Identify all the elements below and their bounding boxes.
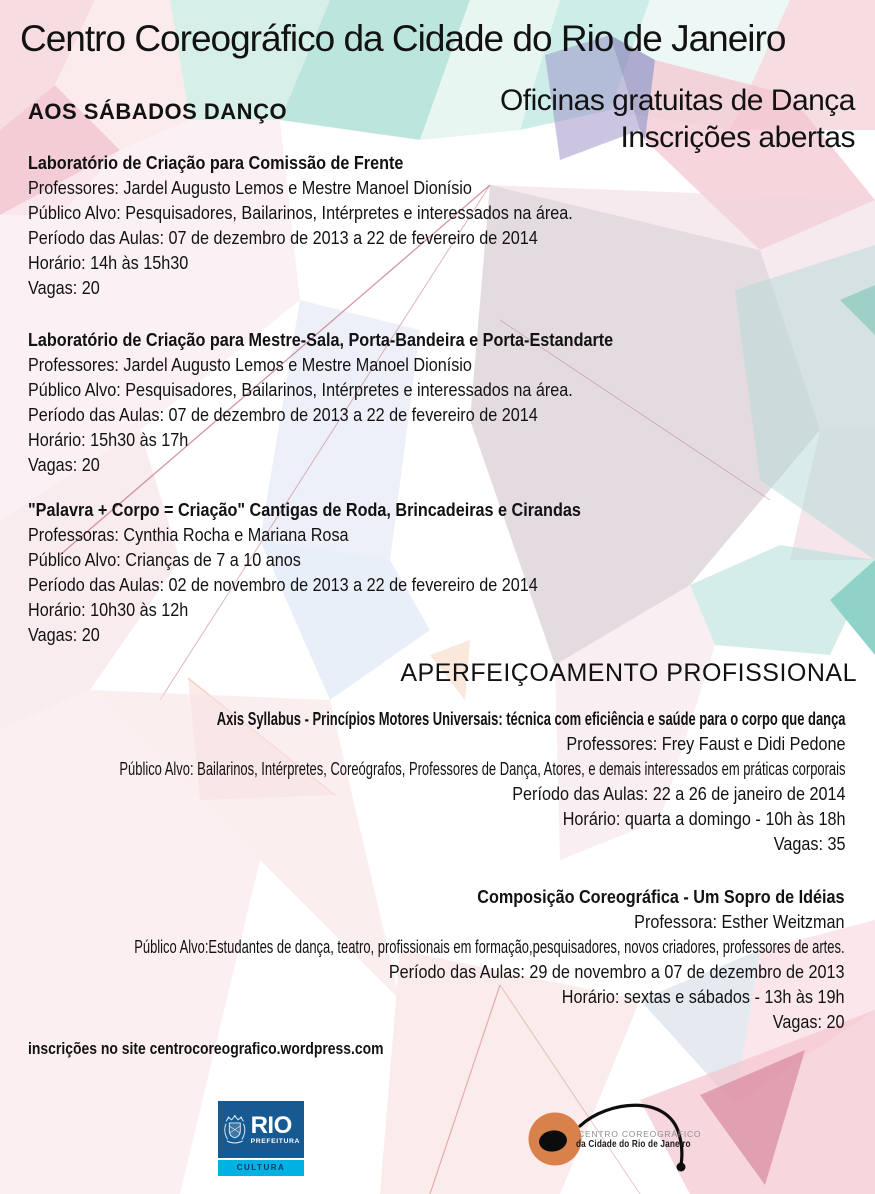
rio-coat-of-arms-icon: [223, 1110, 247, 1150]
workshop-block-comissao-de-frente: [28, 151, 573, 301]
registration-note: inscrições no site centrocoreografico.wordpress.com: [28, 1039, 384, 1058]
workshop-period: Período das Aulas: 29 de novembro a 07 de dezembro de 2013: [389, 962, 845, 982]
rio-prefeitura-label: PREFEITURA: [250, 1137, 300, 1145]
subtitle-oficinas: Oficinas gratuitas de Dança: [499, 84, 855, 117]
workshop-block-axis-syllabus: [0, 707, 845, 857]
workshop-professors: Professores: Jardel Augusto Lemos e Mestre Manoel Dionísio: [28, 178, 472, 198]
workshop-period: Período das Aulas: 02 de novembro de 2013 a 22 de fevereiro de 2014: [28, 575, 538, 595]
workshop-block-composicao-coreografica: [0, 885, 845, 1035]
workshop-block-palavra-corpo: [28, 498, 581, 648]
workshop-audience: Público Alvo: Bailarinos, Intérpretes, Coreógrafos, Professores de Dança, Atores, e demais interessados em práticas corporais: [118, 759, 846, 779]
workshop-schedule: Horário: 15h30 às 17h: [28, 430, 189, 450]
workshop-audience: Público Alvo: Pesquisadores, Bailarinos, Intérpretes e interessados na área.: [28, 203, 573, 223]
workshop-slots: Vagas: 20: [28, 455, 100, 475]
workshop-title: Composição Coreográfica - Um Sopro de Idéias: [477, 887, 845, 907]
workshop-period: Período das Aulas: 22 a 26 de janeiro de 2014: [511, 784, 845, 804]
workshop-slots: Vagas: 20: [773, 1012, 845, 1032]
rio-logo-main: [218, 1101, 304, 1158]
rio-cultura-band: CULTURA: [218, 1160, 304, 1176]
workshop-slots: Vagas: 35: [773, 834, 845, 854]
centro-logo-line2: da Cidade do Rio de Janeiro: [576, 1139, 691, 1150]
workshop-professors: Professoras: Cynthia Rocha e Mariana Rosa: [28, 525, 349, 545]
workshop-period: Período das Aulas: 07 de dezembro de 2013 a 22 de fevereiro de 2014: [28, 405, 538, 425]
workshop-schedule: Horário: quarta a domingo - 10h às 18h: [562, 809, 845, 829]
subtitle-inscricoes-abertas: Inscrições abertas: [620, 121, 855, 154]
rio-prefeitura-logo: [218, 1101, 304, 1176]
workshop-slots: Vagas: 20: [28, 278, 100, 298]
workshop-block-mestre-sala: [28, 328, 613, 478]
section-heading-saturdays: AOS SÁBADOS DANÇO: [28, 99, 288, 124]
workshop-audience: Público Alvo: Pesquisadores, Bailarinos, Intérpretes e interessados na área.: [28, 380, 573, 400]
workshop-title: "Palavra + Corpo = Criação" Cantigas de Roda, Brincadeiras e Cirandas: [28, 500, 581, 520]
workshop-professors: Professora: Esther Weitzman: [634, 912, 845, 932]
workshop-professors: Professores: Jardel Augusto Lemos e Mestre Manoel Dionísio: [28, 355, 472, 375]
workshop-title: Laboratório de Criação para Mestre-Sala, Porta-Bandeira e Porta-Estandarte: [28, 330, 614, 350]
centro-logo-line1: CENTRO COREOGRÁFICO: [578, 1129, 702, 1139]
workshop-schedule: Horário: 14h às 15h30: [28, 253, 189, 273]
section-heading-professional: APERFEIÇOAMENTO PROFISSIONAL: [400, 659, 857, 687]
workshop-audience: Público Alvo: Crianças de 7 a 10 anos: [28, 550, 301, 570]
workshop-professors: Professores: Frey Faust e Didi Pedone: [565, 734, 845, 754]
rio-wordmark: RIO: [250, 1111, 292, 1139]
workshop-title: Axis Syllabus - Princípios Motores Universais: técnica com eficiência e saúde para o corpo que dança: [216, 709, 845, 729]
workshop-slots: Vagas: 20: [28, 625, 100, 645]
rio-logo-text: [250, 1111, 300, 1145]
workshop-schedule: Horário: 10h30 às 12h: [28, 600, 189, 620]
poster-title: Centro Coreográfico da Cidade do Rio de Janeiro: [20, 18, 786, 59]
workshop-audience: Público Alvo:Estudantes de dança, teatro, profissionais em formação,pesquisadores, novos criadores, professores de artes.: [134, 937, 846, 957]
workshop-title: Laboratório de Criação para Comissão de Frente: [28, 153, 404, 173]
workshop-period: Período das Aulas: 07 de dezembro de 2013 a 22 de fevereiro de 2014: [28, 228, 538, 248]
workshop-schedule: Horário: sextas e sábados - 13h às 19h: [562, 987, 845, 1007]
